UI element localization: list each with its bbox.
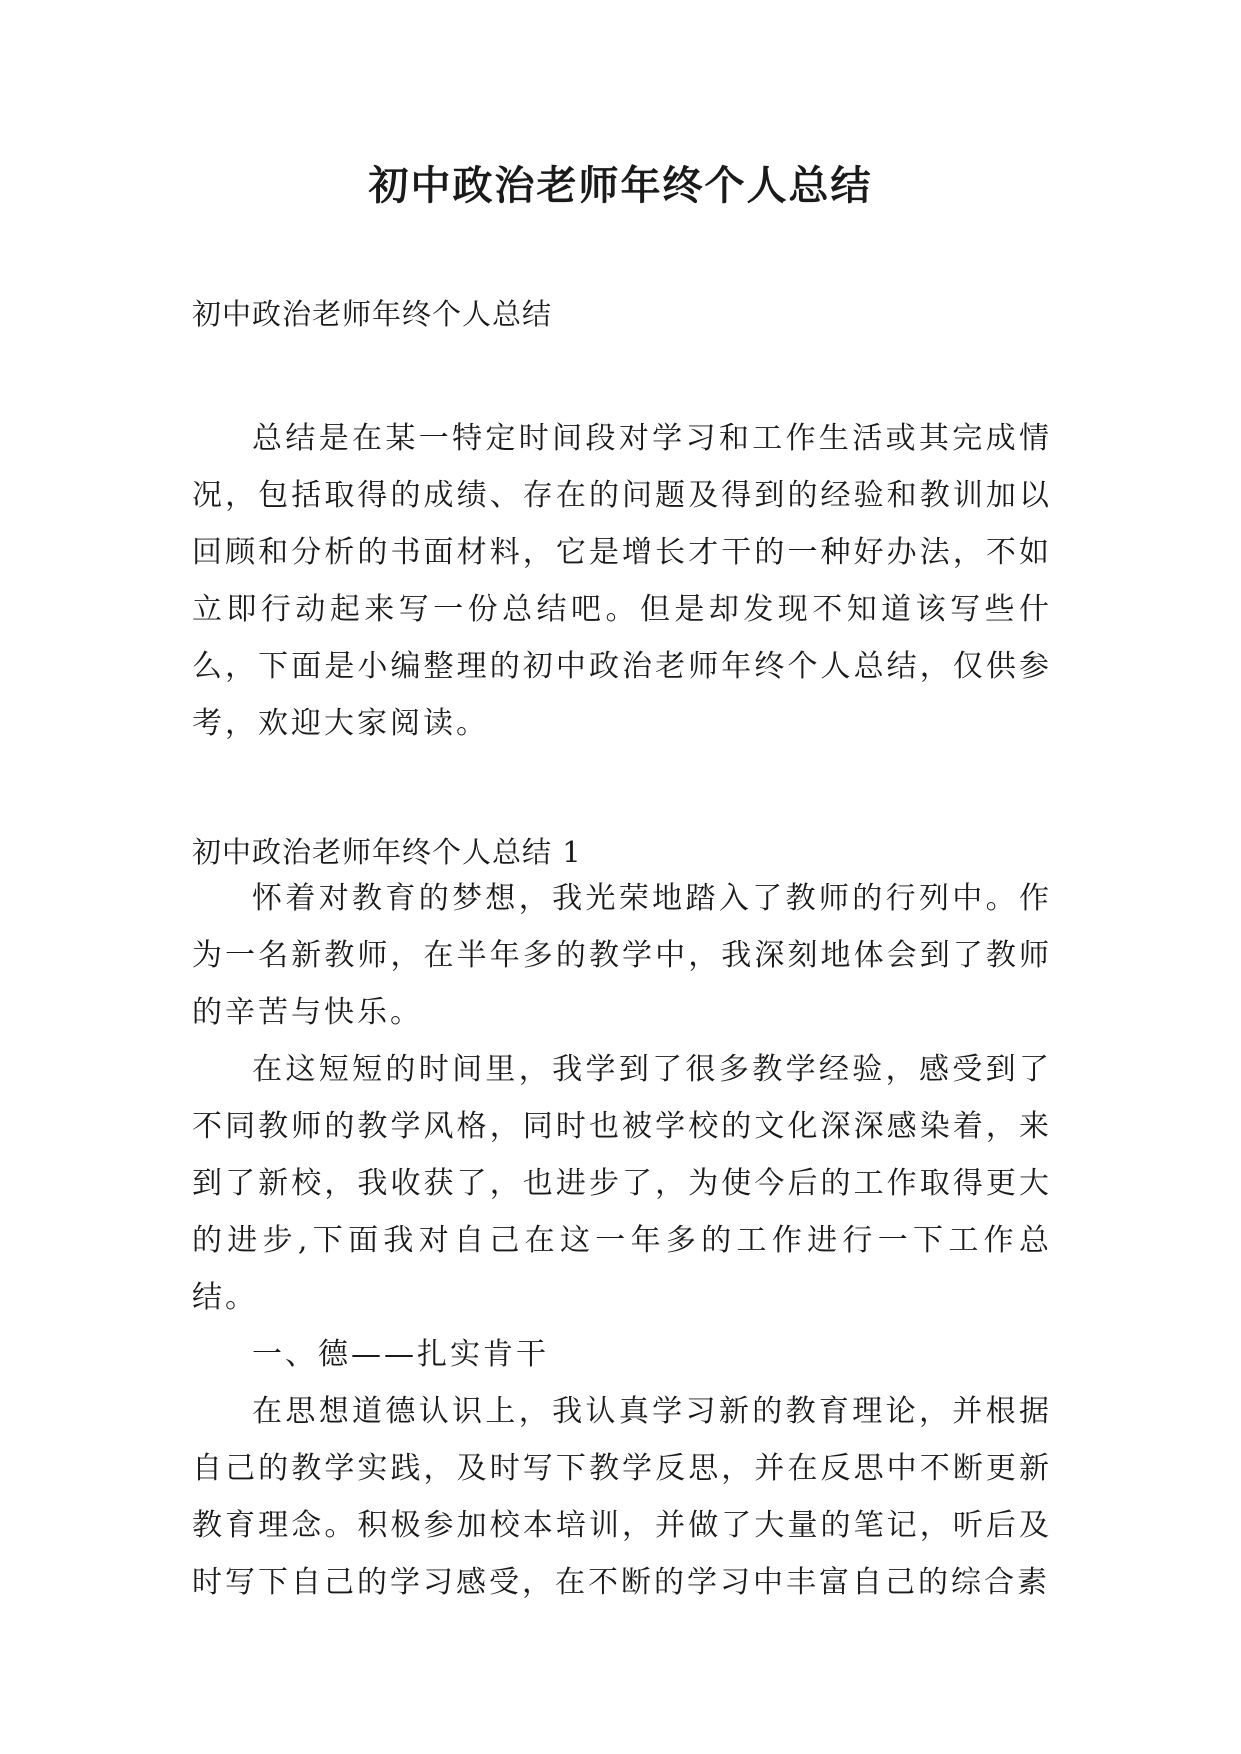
- section-paragraph: 在这短短的时间里，我学到了很多教学经验，感受到了不同教师的教学风格，同时也被学校的文化深深感染着，来到了新校，我收获了，也进步了，为使今后的工作取得更大的进步,下面我对自己在这一年多的工作进行一下工作总结。: [192, 1052, 1052, 1315]
- section-heading: 初中政治老师年终个人总结 1: [192, 835, 582, 869]
- section-body: [192, 870, 1052, 1611]
- section-paragraph: 在思想道德认识上，我认真学习新的教育理论，并根据自己的教学实践，及时写下教学反思，并在反思中不断更新教育理念。积极参加校本培训，并做了大量的笔记，听后及时写下自己的学习感受，在不断的学习中丰富自己的综合素: [192, 1394, 1052, 1600]
- document-title: 初中政治老师年终个人总结: [368, 162, 873, 209]
- section-paragraph: 怀着对教育的梦想，我光荣地踏入了教师的行列中。作为一名新教师，在半年多的教学中，我深刻地体会到了教师的辛苦与快乐。: [192, 881, 1052, 1030]
- intro-paragraph: 总结是在某一特定时间段对学习和工作生活或其完成情况，包括取得的成绩、存在的问题及得到的经验和教训加以回顾和分析的书面材料，它是增长才干的一种好办法，不如立即行动起来写一份总结吧。但是却发现不知道该写些什么，下面是小编整理的初中政治老师年终个人总结，仅供参考，欢迎大家阅读。: [192, 421, 1052, 741]
- document-subtitle: 初中政治老师年终个人总结: [192, 297, 553, 331]
- subsection-heading: 一、德——扎实肯干: [252, 1337, 549, 1372]
